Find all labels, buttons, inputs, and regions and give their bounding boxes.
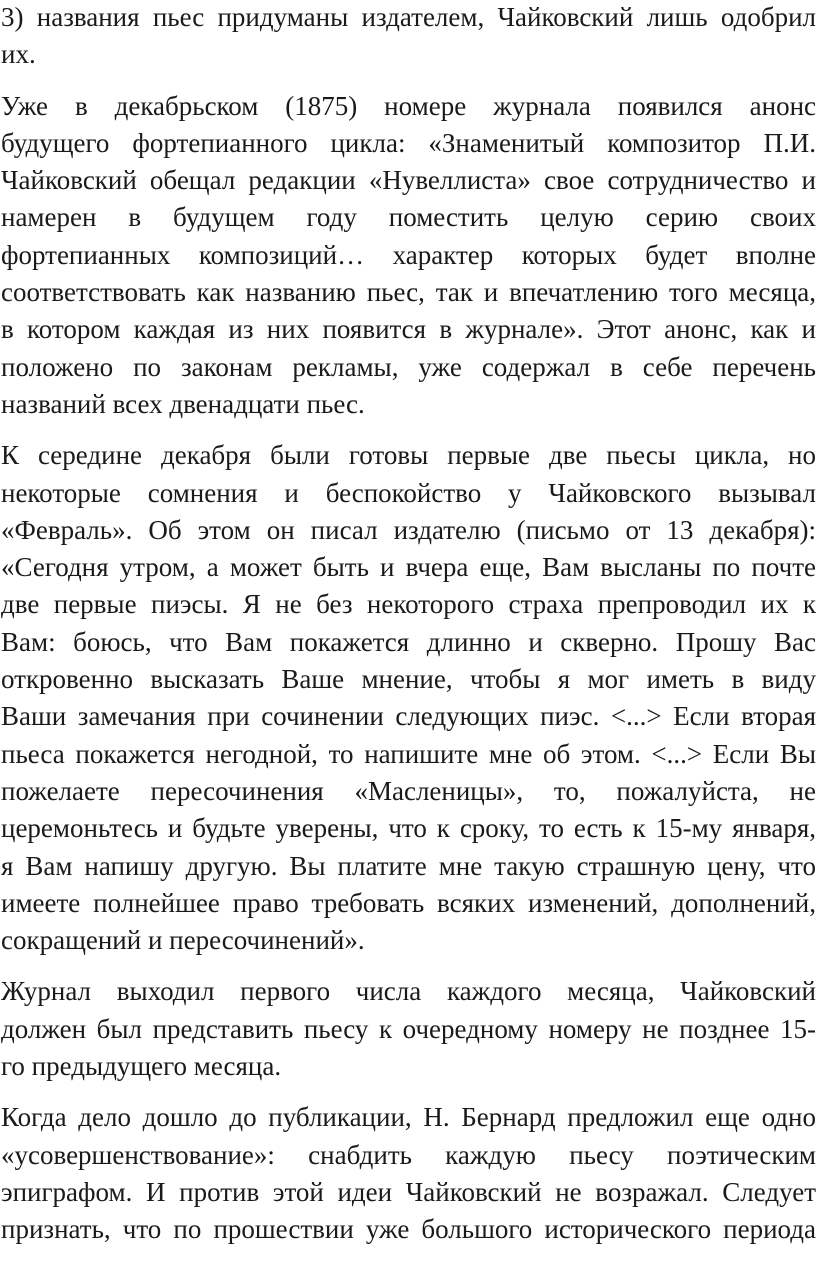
- text-line: откровенно высказать Ваше мнение, чтобы я мог иметь в виду: [1, 664, 816, 695]
- text-line: го предыдущего месяца.: [1, 1051, 282, 1082]
- text-line: названий всех двенадцати пьес.: [1, 388, 365, 419]
- text-line: соответствовать как названию пьес, так и впечатлению того месяца,: [1, 277, 816, 308]
- text-line: Вам: боюсь, что Вам покажется длинно и скверно. Прошу Вас: [1, 626, 816, 657]
- paragraph-5: [1, 1099, 816, 1248]
- text-line: «усовершенствование»: снабдить каждую пьесу поэтическим: [1, 1139, 816, 1170]
- text-line: Ваши замечания при сочинении следующих пиэс. <...> Если вторая: [1, 701, 816, 732]
- text-line: должен был представить пьесу к очередному номеру не позднее 15-: [1, 1013, 816, 1044]
- paragraph-2: [1, 88, 816, 424]
- text-line: Когда дело дошло до публикации, Н. Бернард предложил еще одно: [1, 1102, 816, 1133]
- text-line: я Вам напишу другую. Вы платите мне такую страшную цену, что: [1, 850, 816, 881]
- text-line: Журнал выходил первого числа каждого месяца, Чайковский: [1, 976, 816, 1007]
- text-line: имеете полнейшее право требовать всяких изменений, дополнений,: [1, 887, 816, 918]
- text-line: две первые пиэсы. Я не без некоторого страха препроводил их к: [1, 589, 816, 620]
- text-line: 3) названия пьес придуманы издателем, Чайковский лишь одобрил: [1, 2, 816, 32]
- text-line: сокращений и пересочинений».: [1, 925, 365, 956]
- text-line: церемоньтесь и будьте уверены, что к сроку, то есть к 15-му января,: [1, 813, 816, 844]
- text-line: Чайковский обещал редакции «Нувеллиста» свое сотрудничество и: [1, 165, 816, 196]
- text-line: признать, что по прошествии уже большого исторического периода: [1, 1214, 816, 1245]
- text-line: некоторые сомнения и беспокойство у Чайковского вызывал: [1, 477, 816, 508]
- text-line: их.: [1, 39, 36, 70]
- text-line: фортепианных композиций… характер которых будет вполне: [1, 239, 816, 270]
- paragraph-4: [1, 973, 816, 1085]
- text-line: в котором каждая из них появится в журнале». Этот анонс, как и: [1, 314, 816, 345]
- text-line: будущего фортепианного цикла: «Знаменитый композитор П.И.: [1, 127, 816, 158]
- text-line: «Февраль». Об этом он писал издателю (письмо от 13 декабря):: [1, 514, 816, 545]
- paragraph-3: [1, 437, 816, 959]
- text-line: Уже в декабрьском (1875) номере журнала появился анонс: [1, 90, 816, 121]
- text-line: намерен в будущем году поместить целую серию своих: [1, 202, 816, 233]
- text-line: К середине декабря были готовы первые две пьесы цикла, но: [1, 440, 816, 471]
- text-line: «Сегодня утром, а может быть и вчера еще, Вам высланы по почте: [1, 552, 816, 583]
- text-line: пьеса покажется негодной, то напишите мне об этом. <...> Если Вы: [1, 738, 816, 769]
- text-line: пожелаете пересочинения «Масленицы», то, пожалуйста, не: [1, 775, 816, 806]
- text-line: положено по законам рекламы, уже содержал в себе перечень: [1, 351, 816, 382]
- paragraph-1: [1, 0, 816, 74]
- text-line: эпиграфом. И против этой идеи Чайковский не возражал. Следует: [1, 1176, 816, 1207]
